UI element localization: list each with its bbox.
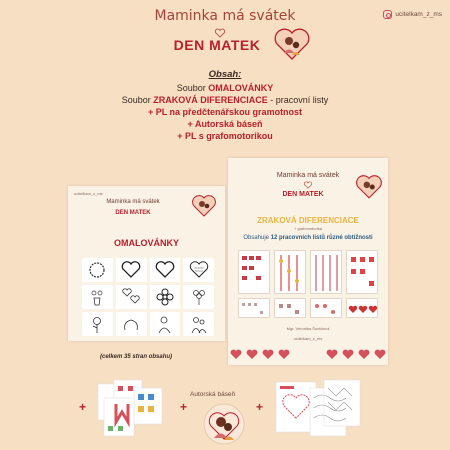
card2-heading: ZRAKOVÁ DIFERENCIACE [257,216,359,225]
coloring-bouquet [183,285,214,309]
plus-sign: + [79,400,87,414]
visual-differentiation-preview[interactable] [228,158,388,365]
contents-line-5: + PL s grafomotorikou [177,131,273,141]
card2-title: Maminka má svátek [276,172,340,179]
page-title: Maminka má svátek [154,8,296,24]
card2-author: Mgr. Veronika Šuráňová [286,326,330,331]
coloring-grid [82,258,214,336]
coloring-heart [150,258,181,282]
coloring-flower [150,285,181,309]
worksheet-thumb [346,250,378,294]
worksheet-thumb [310,250,342,294]
contents-line-2 [0,95,450,105]
hearts-row [228,346,388,362]
card2-count [228,235,388,241]
poem-portrait[interactable] [203,403,245,445]
coloring-rose [82,312,113,336]
coloring-family [183,312,214,336]
contents-line-1-prefix: Soubor [176,83,209,93]
reading-worksheets-preview[interactable] [94,378,168,438]
worksheet-thumb [346,298,378,318]
contents-line-1-bold: OMALOVÁNKY [208,83,274,93]
coloring-wreath [82,258,113,282]
mother-child-heart-logo [274,27,310,61]
coloring-heart [116,258,147,282]
card-subtitle: DEN MATEK [115,210,151,216]
coloring-heart-pattern [183,258,214,282]
plus-sign: + [256,400,264,414]
contents-line-2-bold: ZRAKOVÁ DIFERENCIACE [153,95,268,105]
card2-subtitle: DEN MATEK [282,191,324,198]
card2-logo [356,174,382,200]
coloring-vase [82,285,113,309]
worksheet-thumb [274,250,306,294]
worksheet-thumb [238,250,270,294]
coloring-mother [150,312,181,336]
instagram-text: ucitelkam_z_ms [395,11,442,18]
instagram-icon [383,10,392,19]
instagram-handle[interactable] [383,10,442,19]
worksheet-thumb [274,298,306,318]
card2-brand: ucitelkam_z_ms [293,336,323,341]
worksheet-thumb [238,298,270,318]
card-heading: OMALOVÁNKY [114,238,179,248]
total-pages-note: (celkem 35 stran obsahu) [100,354,173,360]
card-brand: ucitelkam_z_ms [74,191,103,196]
contents-heading: Obsah: [208,69,242,80]
contents-line-2-prefix: Soubor [121,95,154,105]
card-title: Maminka má svátek [106,199,160,205]
card2-heart-icon [303,181,313,189]
coloring-hearts [116,285,147,309]
card2-sub: + grafomotorika [294,226,322,231]
contents-line-2-suffix: - pracovní listy [267,95,329,105]
card2-count-prefix: Obsahuje [243,235,271,241]
coloring-hands-heart [116,312,147,336]
worksheet-thumb [310,298,342,318]
contents-line-1 [0,83,450,93]
plus-sign: + [180,400,188,414]
card2-count-bold: 12 pracovních listů různé obtížnosti [270,235,373,241]
page-subtitle: DEN MATEK [173,37,261,53]
coloring-pages-preview[interactable] [68,186,225,341]
graphomotor-worksheets-preview[interactable] [274,378,364,438]
contents-line-3: + PL na předčtenářskou gramotnost [147,107,303,117]
poem-label: Autorská báseň [190,391,236,398]
contents-line-4: + Autorská báseň [187,119,263,129]
card-logo [192,194,216,218]
